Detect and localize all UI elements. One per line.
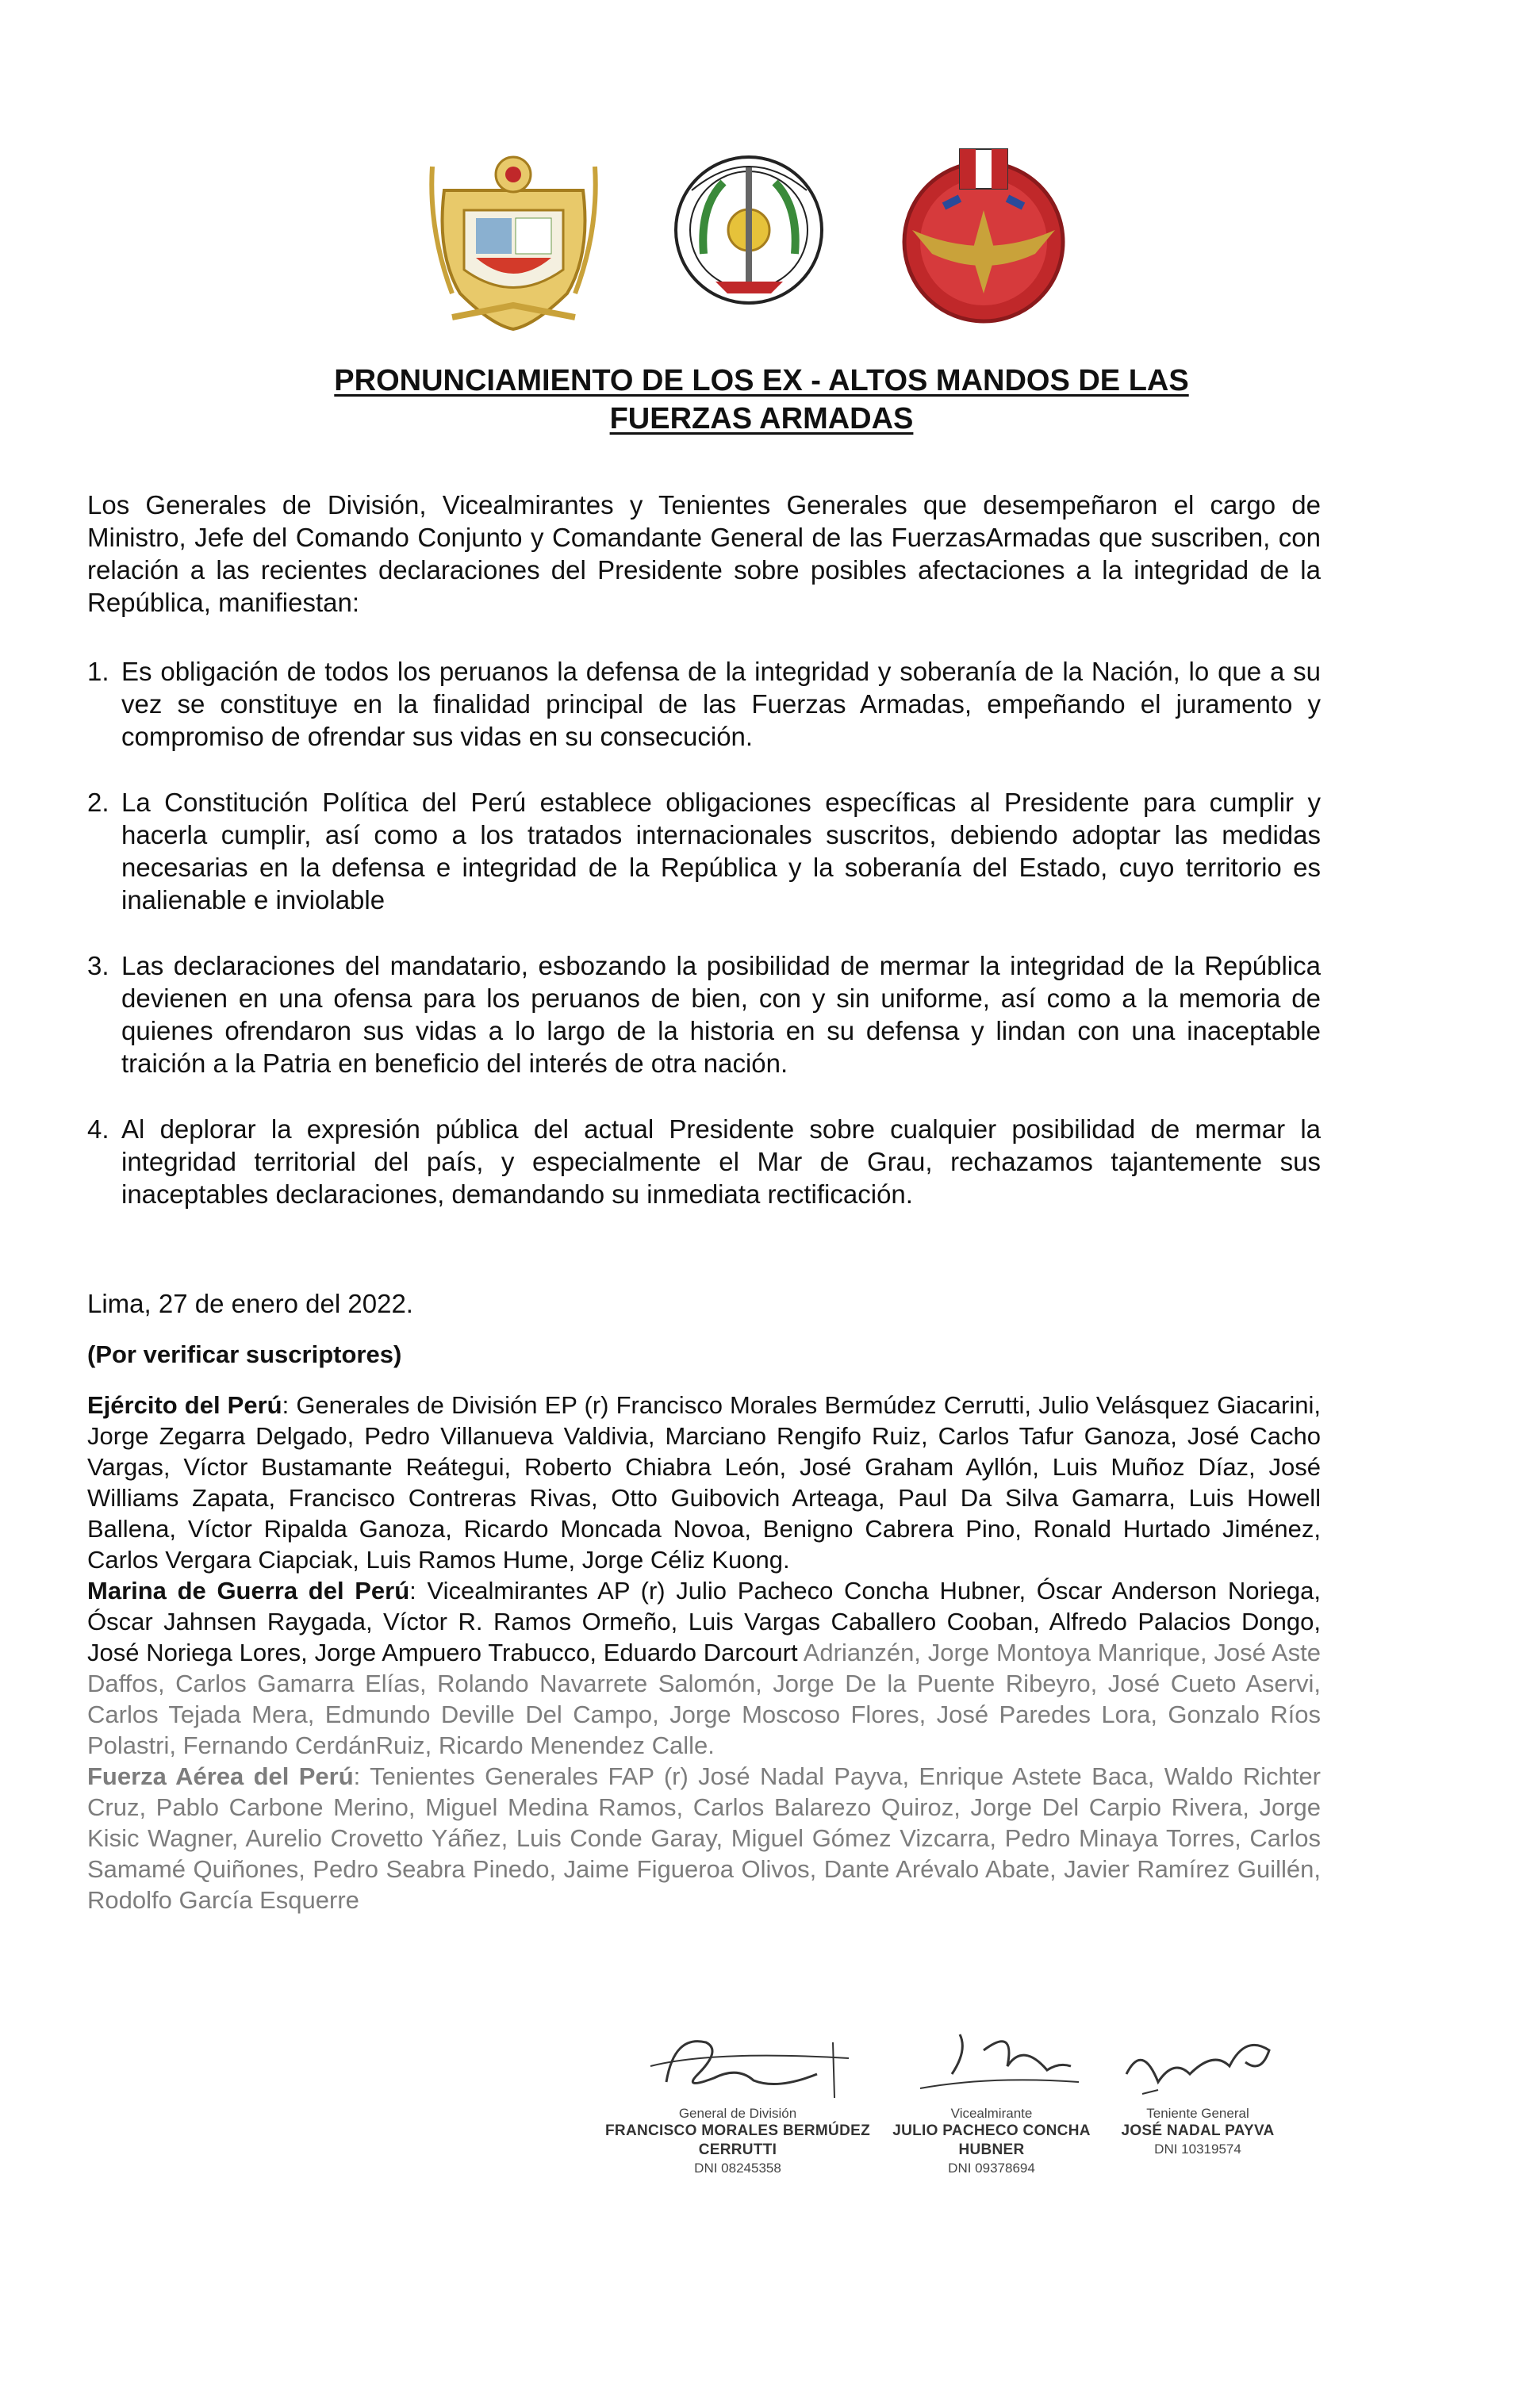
list-item-text: La Constitución Política del Perú establece obligaciones específicas al Presidente para cumplir y hacerla cumplir, así como a los tratados internacionales suscritos, debiendo adoptar las medidas necesarias en la defensa e integridad de la República y la soberanía del Estado, cuyo territorio es inalienable e inviolable <box>121 788 1321 915</box>
signature-name: JULIO PACHECO CONCHA HUBNER <box>892 2122 1091 2158</box>
intro-paragraph: Los Generales de División, Vicealmirantes y Tenientes Generales que desempeñaron el cargo de Ministro, Jefe del Comando Conjunto y Comandante General de las FuerzasArmadas que suscriben, con relación a las recientes declaraciones del Presidente sobre posibles afectaciones a la integridad de la República, manifiestan: <box>87 490 1321 617</box>
airforce-crest-icon <box>896 135 1071 333</box>
list-item-number: 4. <box>87 1114 109 1144</box>
signature-dni: DNI 10319574 <box>1154 2142 1241 2157</box>
army-label: Ejército del Perú <box>87 1391 282 1419</box>
signature-rank: General de División <box>678 2106 797 2121</box>
subscribers-block <box>87 1390 1321 1915</box>
list-item-text: Al deplorar la expresión pública del actual Presidente sobre cualquier posibilidad de mermar la integridad territorial del país, y especialmente el Mar de Grau, rechazamos tajantemente sus inaceptables declaraciones, demandando su inmediata rectificación. <box>121 1114 1321 1209</box>
navy-crest-icon <box>428 135 599 333</box>
signature-1 <box>603 2019 873 2177</box>
points-list <box>87 655 1321 1210</box>
airforce-list: : Tenientes Generales FAP (r) José Nadal Payva, Enrique Astete Baca, Waldo Richter Cruz, Pablo Carbone Merino, Miguel Medina Ramos, Carlos Balarezo Quiroz, Jorge Del Carpio Rivera, Jorge Kisic Wagner, Aurelio Crovetto Yáñez, Luis Conde Garay, Miguel Gómez Vizcarra, Pedro Minaya Torres, Carlos Samamé Quiñones, Pedro Seabra Pinedo, Jaime Figueroa Olivos, Dante Arévalo Abate, Javier Ramírez Guillén, Rodolfo García Esquerre <box>87 1762 1321 1914</box>
list-item <box>87 949 1321 1079</box>
handwritten-signature-icon <box>619 2019 857 2106</box>
signature-name: JOSÉ NADAL PAYVA <box>1121 2122 1275 2139</box>
list-item-number: 3. <box>87 951 109 980</box>
list-item-number: 2. <box>87 788 109 817</box>
army-crest-icon <box>668 135 831 333</box>
signature-dni: DNI 08245358 <box>694 2161 781 2176</box>
signature-rank: Teniente General <box>1146 2106 1249 2121</box>
list-item <box>87 655 1321 753</box>
logo-row <box>0 135 1523 333</box>
signature-name: FRANCISCO MORALES BERMÚDEZ CERRUTTI <box>605 2122 870 2158</box>
list-item-number: 1. <box>87 657 109 686</box>
navy-label: Marina de Guerra del Perú <box>87 1577 410 1605</box>
signature-rank: Vicealmirante <box>950 2106 1033 2121</box>
army-list: : Generales de División EP (r) Francisco Morales Bermúdez Cerrutti, Julio Velásquez Giacarini, Jorge Zegarra Delgado, Pedro Villanueva Valdivia, Marciano Rengifo Ruiz, Carlos Tafur Ganoza, José Cacho Vargas, Víctor Bustamante Reátegui, Roberto Chiabra León, José Graham Ayllón, Luis Muñoz Díaz, José Williams Zapata, Francisco Contreras Rivas, Otto Guibovich Arteaga, Paul Da Silva Gamarra, Luis Howell Ballena, Víctor Ripalda Ganoza, Ricardo Moncada Novoa, Benigno Cabrera Pino, Ronald Hurtado Jiménez, Carlos Vergara Ciapciak, Luis Ramos Hume, Jorge Céliz Kuong. <box>87 1391 1322 1574</box>
handwritten-signature-icon <box>1111 2019 1285 2106</box>
handwritten-signature-icon <box>888 2019 1095 2106</box>
date-line: Lima, 27 de enero del 2022. <box>87 1289 413 1318</box>
signature-dni: DNI 09378694 <box>948 2161 1035 2176</box>
list-item <box>87 786 1321 916</box>
signature-3 <box>1107 2019 1289 2158</box>
list-item <box>87 1113 1321 1210</box>
list-item-text: Es obligación de todos los peruanos la defensa de la integridad y soberanía de la Nación, lo que a su vez se constituye en la finalidad principal de las Fuerzas Armadas, empeñando el juramento y compromiso de ofrendar sus vidas en su consecución. <box>121 657 1321 751</box>
page-title <box>175 362 1348 438</box>
title-line-1: PRONUNCIAMIENTO DE LOS EX - ALTOS MANDOS DE LAS <box>334 364 1189 397</box>
verify-note: (Por verificar suscriptores) <box>87 1340 402 1368</box>
title-line-2: FUERZAS ARMADAS <box>609 402 914 435</box>
signatures-block <box>0 2019 1523 2209</box>
list-item-text: Las declaraciones del mandatario, esbozando la posibilidad de mermar la integridad de la República devienen en una ofensa para los peruanos de bien, con y sin uniforme, así como a la memoria de quienes ofrendaron sus vidas a lo largo de la historia en su defensa y lindan con una inaceptable traición a la Patria en beneficio del interés de otra nación. <box>121 951 1321 1078</box>
navy-list: : Vicealmirantes AP (r) Julio Pacheco Concha Hubner, Óscar Anderson Noriega, Óscar Jahnsen Raygada, Víctor R. Ramos Ormeño, Luis Vargas Caballero Cooban, Alfredo Palacios Dongo, José Noriega Lores, Jorge Ampuero Trabucco, Eduardo Darcourt <box>87 1577 1321 1666</box>
signature-2 <box>877 2019 1107 2177</box>
airforce-label: Fuerza Aérea del Perú <box>87 1762 354 1790</box>
navy-list-faded: Adrianzén, Jorge Montoya Manrique, José Aste Daffos, Carlos Gamarra Elías, Rolando Navarrete Salomón, Jorge De la Puente Ribeyro, José Cueto Aservi, Carlos Tejada Mera, Edmundo Deville Del Campo, Jorge Moscoso Flores, José Paredes Lora, Gonzalo Ríos Polastri, Fernando CerdánRuiz, Ricardo Menendez Calle. <box>87 1639 1322 1759</box>
